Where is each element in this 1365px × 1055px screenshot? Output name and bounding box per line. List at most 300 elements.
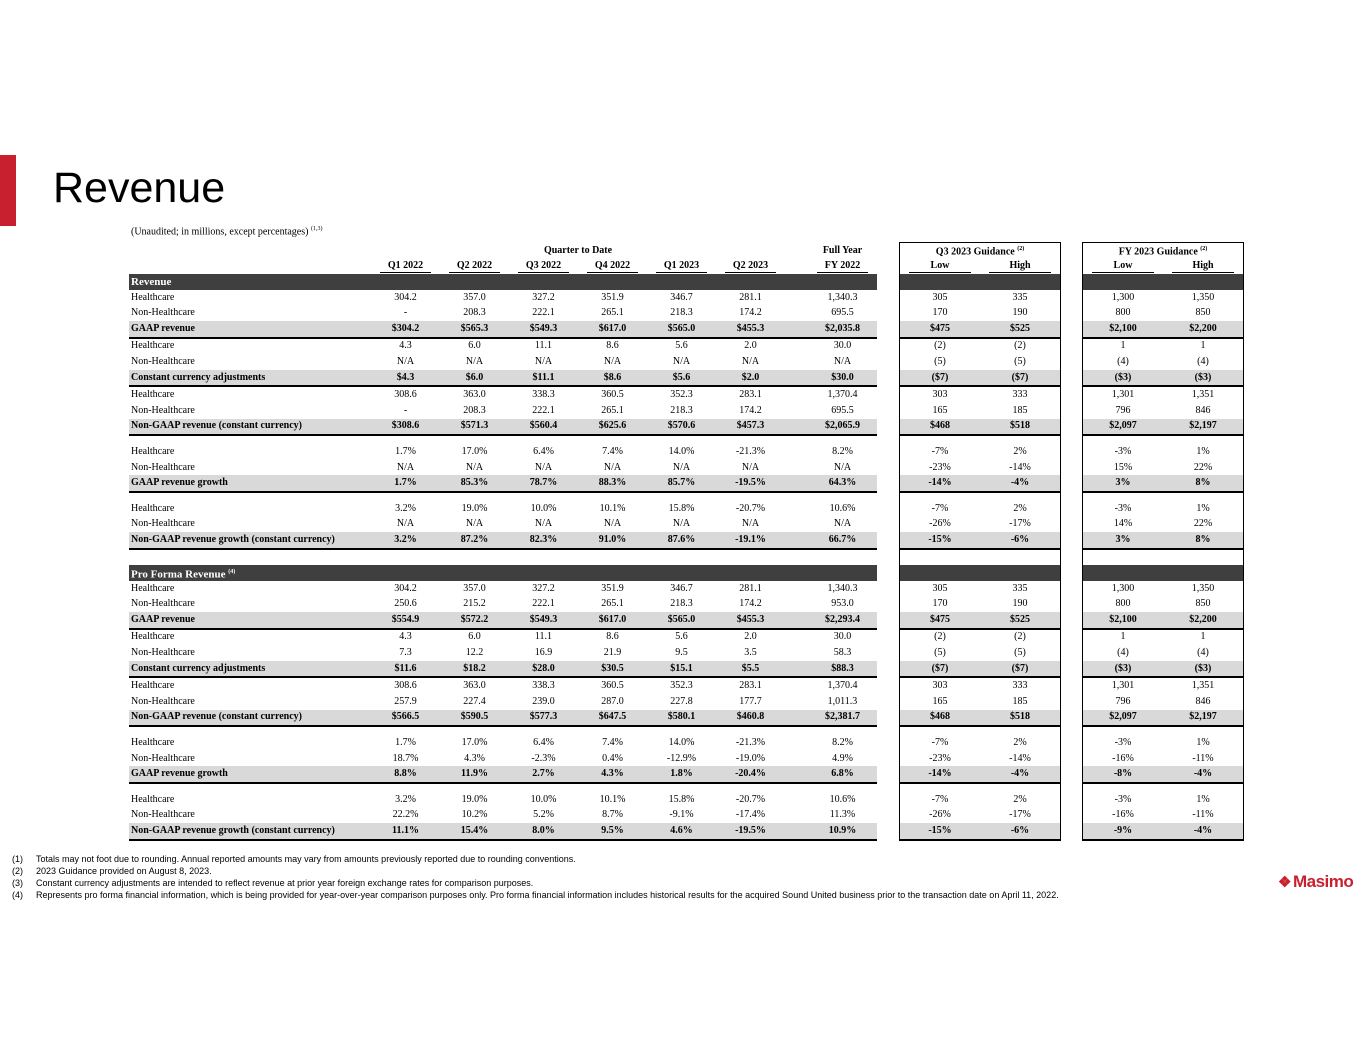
q3-guidance-high: $525 [980,321,1061,338]
fy-guidance-high: 22% [1163,460,1244,476]
gap-cell [1061,386,1083,403]
q3-guidance-high: 190 [980,305,1061,321]
quarter-value: -17.4% [735,809,766,821]
fy-guidance-low: 1 [1083,629,1164,646]
accent-bar [0,155,16,226]
q3-guidance-low: 170 [900,305,981,321]
quarter-value: 351.9 [601,582,624,594]
spacer-cell [716,492,785,501]
full-year-value: 8.2% [832,445,853,457]
gap-cell [785,694,808,710]
quarter-value: 16.9 [534,647,553,659]
row-label: Healthcare [131,631,175,643]
row-label: Non-Healthcare [131,404,195,416]
quarter-value: 0.4% [602,752,623,764]
total-row [129,370,1244,387]
gap-cell [1061,677,1083,694]
fy-guidance-high: -4% [1163,823,1244,840]
fy-guidance-high: 850 [1163,596,1244,612]
fy-guidance-high: -11% [1163,808,1244,824]
section-fill [785,274,808,290]
gap-cell [1061,581,1083,597]
spacer-row [129,549,1244,566]
gap-cell [877,710,900,727]
fy-guidance-high: ($3) [1163,370,1244,387]
spacer-cell [980,435,1061,444]
section-title [129,274,371,290]
q3-guidance-high: (2) [980,629,1061,646]
quarter-value: 304.2 [394,291,417,303]
q3-guidance-low: (2) [900,629,981,646]
q3-guidance-low: ($7) [900,370,981,387]
gap-cell [877,460,900,476]
q3-guidance-high: 2% [980,735,1061,751]
fy-guidance-high: 1% [1163,501,1244,517]
gap-cell [877,549,900,566]
group-header-row [129,243,1244,259]
gap-cell [785,444,808,460]
quarter-value: N/A [534,518,553,530]
quarter-value: 17.0% [461,737,488,749]
table-row [129,403,1244,419]
gap-cell [785,823,808,840]
q3-guidance-low: -15% [900,532,981,549]
quarter-value: 218.3 [670,307,693,319]
quarter-value: N/A [396,355,415,367]
quarter-value: -20.7% [735,502,766,514]
quarter-value: $457.3 [716,419,785,436]
quarter-value: 10.0% [530,793,557,805]
q3-guidance-sup: (2) [1017,246,1025,253]
gap-cell [1061,492,1083,501]
footnote-number: (3) [12,878,23,888]
table-row [129,460,1244,476]
row-label: Non-GAAP revenue (constant currency) [129,419,371,436]
full-year-value: $2,381.7 [808,710,877,727]
gap-cell [877,596,900,612]
q3-guidance-low: -23% [900,751,981,767]
table-row [129,501,1244,517]
spacer-cell [980,726,1061,735]
quarter-value: -19.0% [735,752,766,764]
quarter-value: N/A [465,355,484,367]
q3-guidance-high: $518 [980,419,1061,436]
table-row [129,581,1244,597]
spacer-cell [578,549,647,566]
quarter-value: 8.0% [509,823,578,840]
quarter-value: 227.8 [670,695,693,707]
quarter-value: 327.2 [532,582,555,594]
quarter-value: $5.5 [716,661,785,678]
row-label: Non-Healthcare [131,598,195,610]
table-row [129,694,1244,710]
quarter-value: -19.5% [716,823,785,840]
gap-cell [877,419,900,436]
table-row [129,645,1244,661]
fy-guidance-high: 1% [1163,735,1244,751]
gap-cell [785,710,808,727]
quarter-value: 15.4% [440,823,509,840]
gap-cell [877,751,900,767]
row-label: Healthcare [131,737,175,749]
section-name: Revenue [131,275,172,288]
footnote-number: (2) [12,866,23,876]
fy-guidance-high: $2,200 [1163,612,1244,629]
fy-guidance-high: 1,350 [1163,290,1244,306]
full-year-value: 1,011.3 [827,695,858,707]
total-row [129,823,1244,840]
spacer-cell [980,492,1061,501]
spacer-cell [509,492,578,501]
quarter-value: 360.5 [601,389,624,401]
section-fill [980,565,1061,581]
footnote [12,853,1059,865]
quarter-value: 357.0 [463,582,486,594]
section-fill [716,565,785,581]
quarter-value: -19.5% [716,475,785,492]
quarter-value: 87.6% [647,532,716,549]
quarter-value: -20.4% [716,766,785,783]
quarter-value: N/A [396,518,415,530]
q3-guidance-high: $525 [980,612,1061,629]
spacer-cell [808,492,877,501]
quarter-value: 5.6 [675,340,688,352]
section-fill [578,565,647,581]
quarter-value: 346.7 [670,291,693,303]
q3-guidance-low: -26% [900,517,981,533]
quarter-value: 308.6 [394,389,417,401]
row-label: Non-Healthcare [131,752,195,764]
quarter-value: $460.8 [716,710,785,727]
quarter-value: 265.1 [601,404,624,416]
table-row [129,354,1244,370]
quarter-value: 82.3% [509,532,578,549]
spacer-cell [371,435,440,444]
full-year-value: 1,340.3 [827,582,858,594]
row-label: Healthcare [131,340,175,352]
quarter-value: $4.3 [371,370,440,387]
quarter-value: 174.2 [739,307,762,319]
quarter-value: 7.4% [602,737,623,749]
footnote-text: Represents pro forma financial information, which is being provided for year-over-year comparison purposes only. Pro forma financial information includes historical results for the acquired Sound United business prior to the transaction date on April 11, 2022. [36,890,1059,900]
gap-cell [785,354,808,370]
total-row [129,475,1244,492]
footnote-number: (4) [12,890,23,900]
spacer-cell [1163,549,1244,566]
full-year-value: 8.2% [832,737,853,749]
quarter-value: $580.1 [647,710,716,727]
footnote-number: (1) [12,854,23,864]
section-fill [647,565,716,581]
gap-cell [1061,274,1083,290]
row-label: Constant currency adjustments [129,370,371,387]
gap-cell [785,532,808,549]
fy-guidance-low: 796 [1083,403,1164,419]
gap-cell [877,444,900,460]
quarter-value: 257.9 [394,695,417,707]
section-fill [578,274,647,290]
quarter-value: 6.4% [533,445,554,457]
gap-cell [877,766,900,783]
gap-cell [1061,435,1083,444]
quarter-value: N/A [672,518,691,530]
total-row [129,661,1244,678]
section-fill [900,274,981,290]
gap-cell [1061,501,1083,517]
row-label: Non-GAAP revenue growth (constant currency) [129,532,371,549]
spacer-cell [900,492,981,501]
row-label: Non-Healthcare [131,809,195,821]
q3-guidance-low: $468 [900,419,981,436]
gap-cell [1061,661,1083,678]
quarter-value: $15.1 [647,661,716,678]
quarter-value: 215.2 [463,598,486,610]
fy-guidance-low: 1 [1083,338,1164,355]
fy-guidance-low: 14% [1083,517,1164,533]
quarter-value: N/A [534,355,553,367]
quarter-value: N/A [741,355,760,367]
section-fill [371,565,440,581]
q3-guidance-high: 335 [980,581,1061,597]
gap-cell [785,501,808,517]
table-row [129,386,1244,403]
q3-guidance-low: 305 [900,581,981,597]
quarter-value: 2.0 [744,340,757,352]
quarter-value: 363.0 [463,389,486,401]
quarter-value: 346.7 [670,582,693,594]
quarter-value: 15.8% [668,793,695,805]
row-label: Non-GAAP revenue growth (constant currency) [129,823,371,840]
spacer-cell [716,783,785,792]
gap-cell [877,735,900,751]
quarter-value: 7.3 [399,647,412,659]
quarter-value: 10.0% [530,502,557,514]
quarter-value: -19.1% [716,532,785,549]
gap-cell [1061,475,1083,492]
fy-guidance-high: 1% [1163,444,1244,460]
quarter-value: 4.3 [399,631,412,643]
table-row [129,735,1244,751]
footnotes [12,853,1059,901]
guidance-high-header: High [989,260,1051,273]
column-header: Q3 2022 [518,260,569,273]
section-fill [647,274,716,290]
gap-cell [785,751,808,767]
fy-guidance-low: 3% [1083,475,1164,492]
quarter-value: $570.6 [647,419,716,436]
gap-cell [1061,532,1083,549]
quarter-value: 88.3% [578,475,647,492]
spacer-cell [1083,726,1164,735]
fy-guidance-low: 1,300 [1083,581,1164,597]
fy-guidance-low: -16% [1083,751,1164,767]
quarter-value: 208.3 [463,307,486,319]
section-fill [900,565,981,581]
gap-cell [1061,565,1083,581]
masimo-logo [1278,872,1353,892]
fy-guidance-high: (4) [1163,645,1244,661]
fy-guidance-high: 1 [1163,629,1244,646]
q3-guidance-high: 2% [980,792,1061,808]
q3-guidance-high: (5) [980,645,1061,661]
masimo-logo-icon: ❖ [1278,874,1291,891]
q3-guidance-low: -7% [900,501,981,517]
spacer-cell [647,492,716,501]
fy-guidance-high: -11% [1163,751,1244,767]
quarter-value: $455.3 [716,321,785,338]
section-fill [509,274,578,290]
q3-guidance-high: 185 [980,403,1061,419]
spacer-cell [1083,783,1164,792]
spacer-cell [647,435,716,444]
quarter-value: 78.7% [509,475,578,492]
gap-cell [1061,823,1083,840]
fy-guidance-high: $2,197 [1163,419,1244,436]
q3-guidance-high: ($7) [980,370,1061,387]
gap-cell [877,517,900,533]
q3-guidance-low: $475 [900,612,981,629]
gap-cell [877,305,900,321]
gap-cell [785,321,808,338]
spacer-cell [1163,726,1244,735]
spacer-cell [371,492,440,501]
gap-cell [1061,460,1083,476]
fy-guidance-low: -3% [1083,444,1164,460]
gap-cell [785,403,808,419]
quarter-value: 250.6 [394,598,417,610]
gap-cell [1061,444,1083,460]
gap-cell [785,645,808,661]
column-header: Q2 2022 [449,260,500,273]
gap-cell [1061,726,1083,735]
spacer-cell [578,492,647,501]
quarter-value: $18.2 [440,661,509,678]
fy-guidance-low: -8% [1083,766,1164,783]
spacer-cell [1083,549,1164,566]
row-label: Healthcare [131,582,175,594]
full-year-value: 10.9% [808,823,877,840]
quarter-value: - [403,307,408,319]
row-label: Healthcare [131,445,175,457]
quarter-value: 19.0% [461,793,488,805]
spacer-cell [509,435,578,444]
gap-cell [785,596,808,612]
q3-guidance-low: -7% [900,735,981,751]
quarter-value: 351.9 [601,291,624,303]
spacer-cell [129,783,371,792]
quarter-value: 177.7 [739,695,762,707]
q3-guidance-low: ($7) [900,661,981,678]
gap-cell [785,677,808,694]
quarter-value: 222.1 [532,598,555,610]
section-fill [808,274,877,290]
quarter-value: -20.7% [735,793,766,805]
row-label: Healthcare [131,291,175,303]
q3-guidance-high: 333 [980,386,1061,403]
quarter-value: 91.0% [578,532,647,549]
gap-cell [785,808,808,824]
quarter-value: 222.1 [532,307,555,319]
full-year-value: 10.6% [829,793,856,805]
q3-guidance-low: -23% [900,460,981,476]
gap-cell [1061,710,1083,727]
fy-guidance-high: 8% [1163,532,1244,549]
logo-text: Masimo [1292,872,1354,891]
quarter-value: 2.0 [744,631,757,643]
table-row [129,444,1244,460]
q3-guidance-high: -14% [980,460,1061,476]
gap-cell [877,403,900,419]
quarter-value: 327.2 [532,291,555,303]
q3-guidance-high: 185 [980,694,1061,710]
q3-guidance-high: -17% [980,808,1061,824]
spacer-cell [129,549,371,566]
quarter-value: 357.0 [463,291,486,303]
gap-cell [785,419,808,436]
gap-cell [785,792,808,808]
full-year-header: Full Year [822,244,863,256]
quarter-value: $647.5 [578,710,647,727]
total-row [129,321,1244,338]
spacer-cell [785,726,808,735]
gap-cell [877,492,900,501]
quarter-value: 3.2% [395,502,416,514]
gap-cell [1061,766,1083,783]
gap-cell [1061,645,1083,661]
spacer-cell [371,726,440,735]
full-year-value: $2,035.8 [808,321,877,338]
spacer-cell [808,783,877,792]
gap-cell [785,338,808,355]
quarter-value: 338.3 [532,389,555,401]
gap-cell [1061,517,1083,533]
guidance-low-header: Low [909,260,971,273]
quarter-value: 283.1 [739,680,762,692]
table-row [129,596,1244,612]
q3-guidance-low: -15% [900,823,981,840]
fy-guidance-high: 846 [1163,403,1244,419]
quarter-value: 14.0% [668,737,695,749]
quarter-value: 15.8% [668,502,695,514]
quarter-value: $11.6 [371,661,440,678]
gap-cell [1061,629,1083,646]
quarter-value: 5.6 [675,631,688,643]
gap-cell [877,645,900,661]
spacer-row [129,726,1244,735]
spacer-cell [785,783,808,792]
spacer-cell [980,549,1061,566]
quarter-value: $11.1 [509,370,578,387]
row-label: Non-GAAP revenue (constant currency) [129,710,371,727]
spacer-cell [129,726,371,735]
q3-guidance-low: -14% [900,475,981,492]
quarter-value: 8.7% [602,809,623,821]
total-row [129,612,1244,629]
quarter-value: 11.9% [440,766,509,783]
spacer-cell [371,549,440,566]
row-label: Non-Healthcare [131,518,195,530]
spacer-cell [1163,783,1244,792]
full-year-value: $30.0 [808,370,877,387]
page-title: Revenue [53,164,226,212]
quarter-value: 10.2% [461,809,488,821]
q3-guidance-label: Q3 2023 Guidance [935,246,1015,258]
table-row [129,338,1244,355]
quarter-value: 4.3% [464,752,485,764]
q3-guidance-high: (5) [980,354,1061,370]
fy-guidance-label: FY 2023 Guidance [1118,246,1198,258]
gap-cell [877,565,900,581]
